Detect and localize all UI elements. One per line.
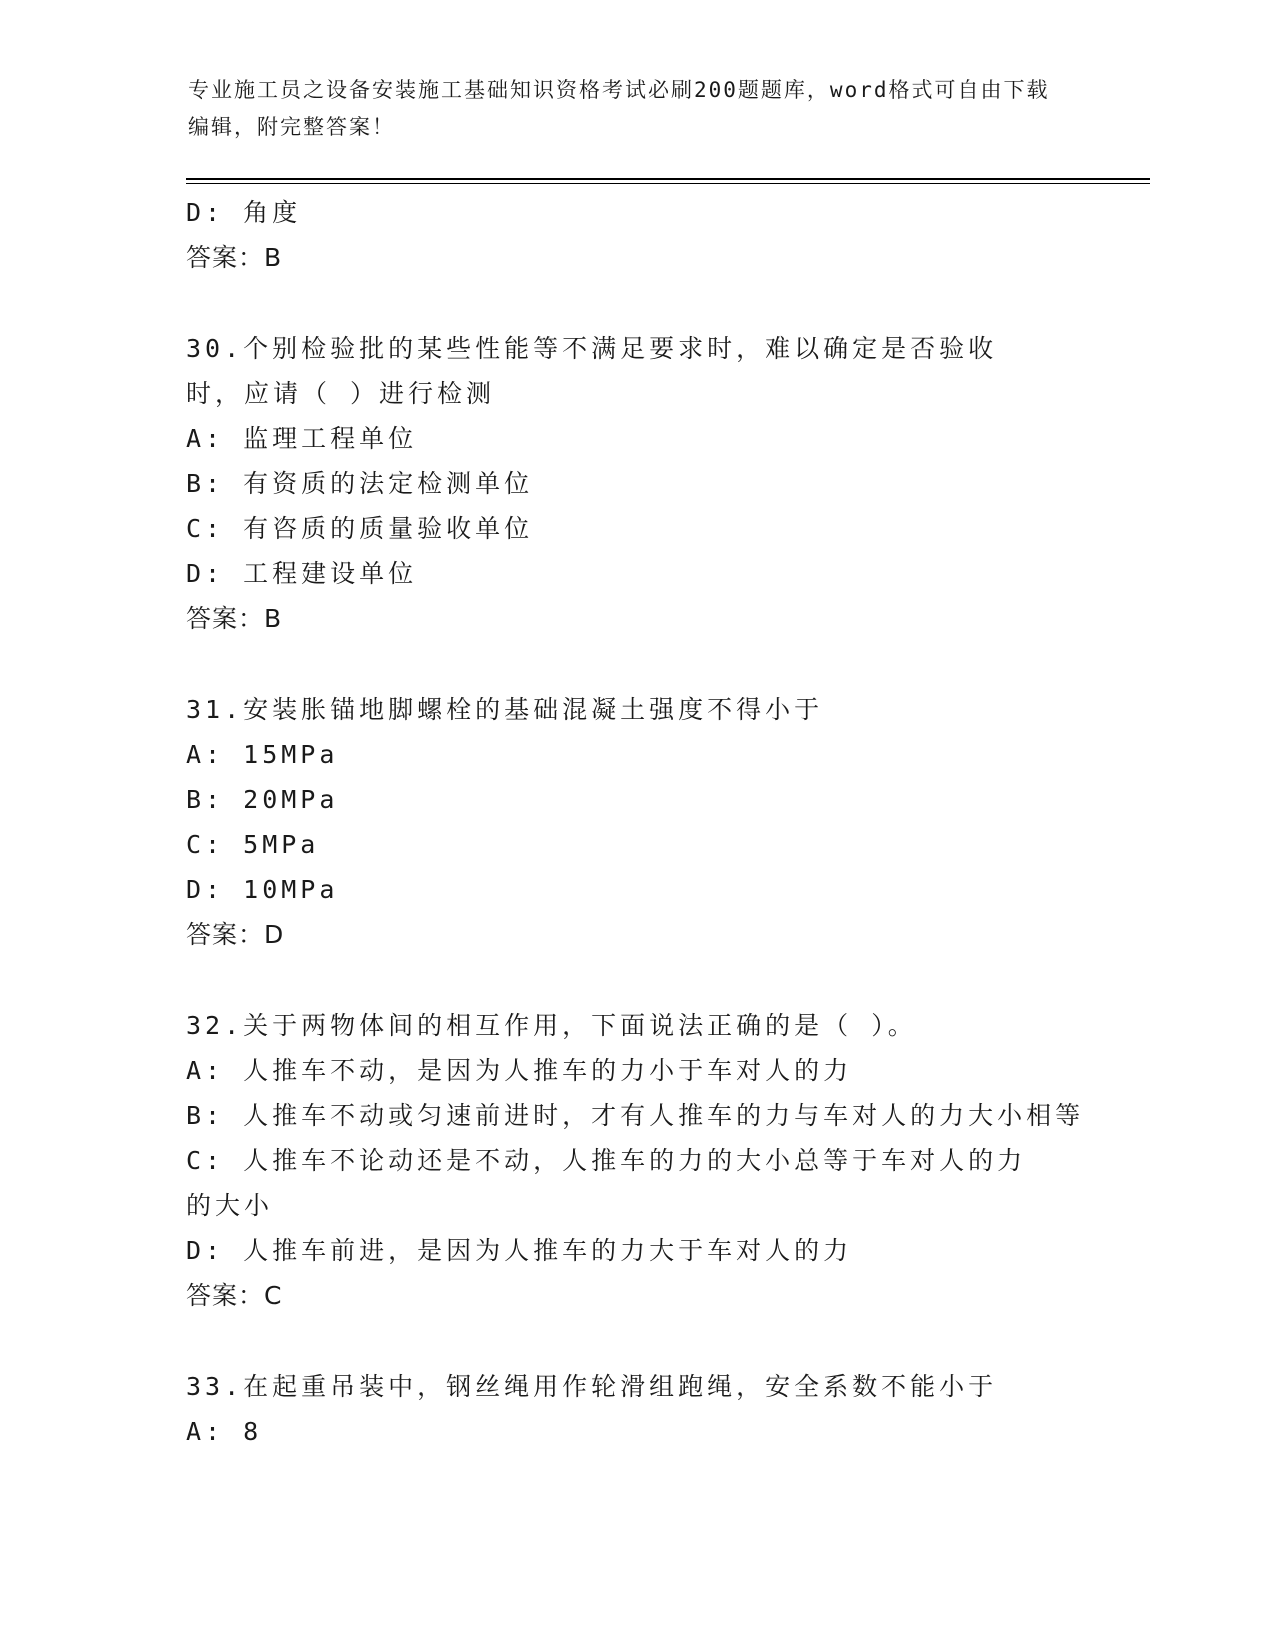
option-d: D: 角度	[186, 198, 302, 227]
document-header: 专业施工员之设备安装施工基础知识资格考试必刷200题题库，word格式可自由下载编辑，附完整答案！	[188, 78, 1050, 139]
question-stem: 33.在起重吊装中，钢丝绳用作轮滑组跑绳，安全系数不能小于	[186, 1372, 998, 1401]
option-b: B: 人推车不动或匀速前进时，才有人推车的力与车对人的力大小相等	[186, 1101, 1085, 1130]
question-spacer	[186, 280, 1086, 326]
answer-line: 答案：C	[186, 1281, 283, 1310]
option-a: A: 15MPa	[186, 740, 339, 769]
option-d: D: 工程建设单位	[186, 559, 418, 588]
question-stem: 31.安装胀锚地脚螺栓的基础混凝土强度不得小于	[186, 695, 824, 724]
question-stem: 32.关于两物体间的相互作用，下面说法正确的是（ ）。	[186, 1011, 917, 1040]
question-30	[186, 326, 1086, 641]
answer-line: 答案：B	[186, 604, 283, 633]
question-spacer	[186, 1318, 1086, 1364]
option-c: C: 有咨质的质量验收单位	[186, 514, 534, 543]
header-divider-thick	[186, 178, 1150, 180]
question-32	[186, 1003, 1086, 1318]
question-33	[186, 1364, 1086, 1454]
option-c: C: 人推车不论动还是不动，人推车的力的大小总等于车对人的力的大小	[186, 1146, 1027, 1220]
answer-line: 答案：D	[186, 920, 285, 949]
option-c: C: 5MPa	[186, 830, 320, 859]
option-a: A: 监理工程单位	[186, 424, 418, 453]
question-stem: 30.个别检验批的某些性能等不满足要求时，难以确定是否验收时，应请（ ）进行检测	[186, 334, 998, 408]
option-d: D: 10MPa	[186, 875, 339, 904]
question-spacer	[186, 957, 1086, 1003]
option-d: D: 人推车前进，是因为人推车的力大于车对人的力	[186, 1236, 853, 1265]
option-a: A: 人推车不动，是因为人推车的力小于车对人的力	[186, 1056, 853, 1085]
option-a: A: 8	[186, 1417, 263, 1446]
option-b: B: 有资质的法定检测单位	[186, 469, 534, 498]
question-31	[186, 687, 1086, 957]
question-list	[186, 190, 1086, 1454]
option-b: B: 20MPa	[186, 785, 339, 814]
header-divider-thin	[186, 183, 1150, 184]
answer-line: 答案：B	[186, 243, 283, 272]
question-spacer	[186, 641, 1086, 687]
